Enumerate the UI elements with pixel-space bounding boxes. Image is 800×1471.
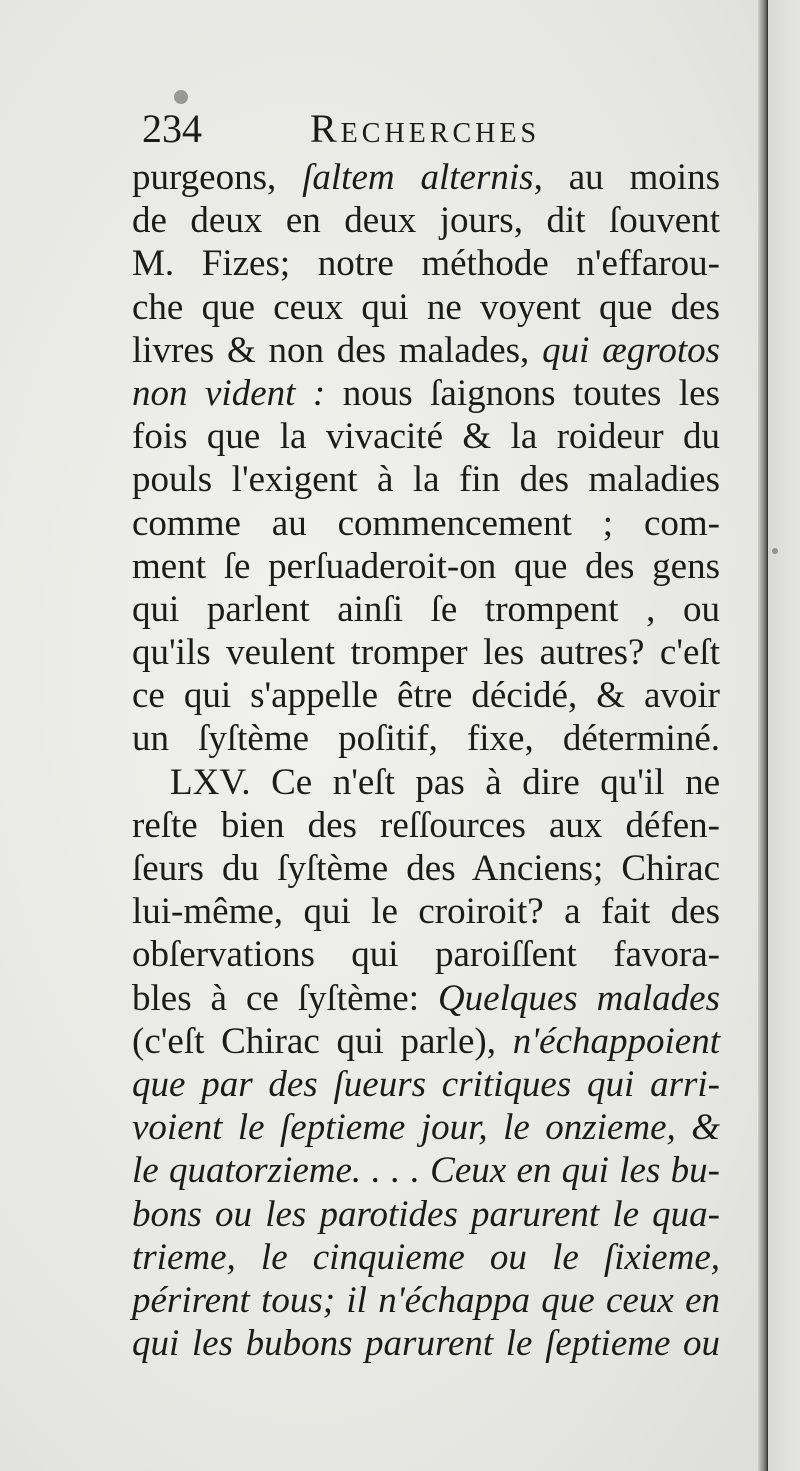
- text-line: [132, 847, 720, 890]
- text-line: [132, 242, 720, 285]
- text-line: [132, 329, 720, 372]
- text-segment: ce qui s'appelle être décidé, & avoir: [132, 675, 720, 717]
- text-line: [132, 415, 720, 458]
- text-segment: pouls l'exigent à la fin des maladies: [132, 459, 720, 501]
- text-line: [132, 1106, 720, 1149]
- text-line: [132, 761, 720, 804]
- italic-text-segment: que par des ſueurs critiques qui arri-: [132, 1063, 720, 1105]
- text-line: [132, 977, 720, 1020]
- text-segment: qui parlent ainſi ſe trompent , ou: [132, 588, 720, 630]
- text-segment: che que ceux qui ne voyent que des: [132, 286, 720, 328]
- text-segment: purgeons,: [132, 157, 303, 198]
- italic-text-segment: voient le ſeptieme jour, le onzieme, &: [132, 1107, 720, 1149]
- italic-text-segment: périrent tous; il n'échappa que ceux en: [132, 1279, 720, 1321]
- paper-speck: [174, 90, 188, 104]
- italic-text-segment: non vident :: [132, 372, 326, 414]
- italic-text-segment: bons ou les parotides parurent le qua-: [132, 1193, 720, 1235]
- text-segment: fois que la vivacité & la roideur du: [132, 416, 720, 458]
- text-line: [132, 199, 720, 242]
- text-line: [132, 502, 720, 545]
- italic-text-segment: qui les bubons parurent le ſeptieme ou: [132, 1323, 720, 1365]
- text-line: [132, 674, 720, 717]
- text-line: [132, 717, 720, 760]
- text-line: [132, 1279, 720, 1322]
- text-segment: livres & non des malades,: [132, 329, 543, 371]
- text-line: [132, 1149, 720, 1192]
- italic-text-segment: qui ægrotos: [542, 329, 720, 371]
- text-line: [132, 286, 720, 329]
- text-segment: (c'eſt Chirac qui parle),: [132, 1020, 513, 1062]
- text-line: [132, 545, 720, 588]
- italic-text-segment: trieme, le cinquieme ou le ſixieme,: [132, 1236, 720, 1278]
- italic-text-segment: Quelques malades: [437, 977, 720, 1019]
- text-line: [132, 1236, 720, 1279]
- body-text: [132, 156, 720, 1365]
- text-segment: comme au commencement ; com-: [132, 502, 720, 544]
- paper-speck: [772, 548, 778, 554]
- text-line: [132, 804, 720, 847]
- italic-text-segment: n'échappoient: [512, 1020, 720, 1062]
- text-line: [132, 1063, 720, 1106]
- adjacent-page-edge: [768, 0, 800, 1471]
- text-line: [132, 631, 720, 674]
- text-line: [132, 1322, 720, 1365]
- text-segment: ment ſe perſuaderoit-on que des gens: [132, 545, 720, 587]
- text-line: [132, 933, 720, 976]
- text-segment: ſeurs du ſyſtème des Anciens; Chirac: [132, 848, 720, 889]
- text-line: [132, 156, 720, 199]
- page-header: [132, 104, 622, 154]
- text-line: [132, 458, 720, 501]
- page-gutter-shadow: [758, 0, 768, 1471]
- text-line: [132, 372, 720, 415]
- page-number: 234: [142, 106, 202, 151]
- text-segment: M. Fizes; notre méthode n'effarou-: [132, 243, 720, 285]
- text-segment: reſte bien des reſſources aux défen-: [132, 804, 720, 846]
- text-segment: un ſyſtème poſitif, fixe, déterminé.: [132, 718, 720, 760]
- text-segment: obſervations qui paroiſſent favora-: [132, 934, 720, 976]
- text-segment: bles à ce ſyſtème:: [132, 977, 438, 1019]
- text-segment: LXV. Ce n'eſt pas à dire qu'il ne: [170, 761, 720, 803]
- running-title: Recherches: [310, 106, 541, 151]
- text-line: [132, 890, 720, 933]
- text-segment: lui-même, qui le croiroit? a fait des: [132, 891, 720, 933]
- text-segment: qu'ils veulent tromper les autres? c'eſt: [132, 632, 720, 674]
- italic-text-segment: ſaltem alternis: [302, 157, 534, 198]
- text-line: [132, 1193, 720, 1236]
- text-segment: , au moins: [533, 157, 720, 198]
- italic-text-segment: le quatorzieme. . . . Ceux en qui les bu-: [132, 1150, 720, 1192]
- text-line: [132, 1020, 720, 1063]
- text-segment: de deux en deux jours, dit ſouvent: [132, 200, 720, 242]
- text-line: [132, 588, 720, 631]
- text-segment: nous ſaignons toutes les: [325, 372, 720, 414]
